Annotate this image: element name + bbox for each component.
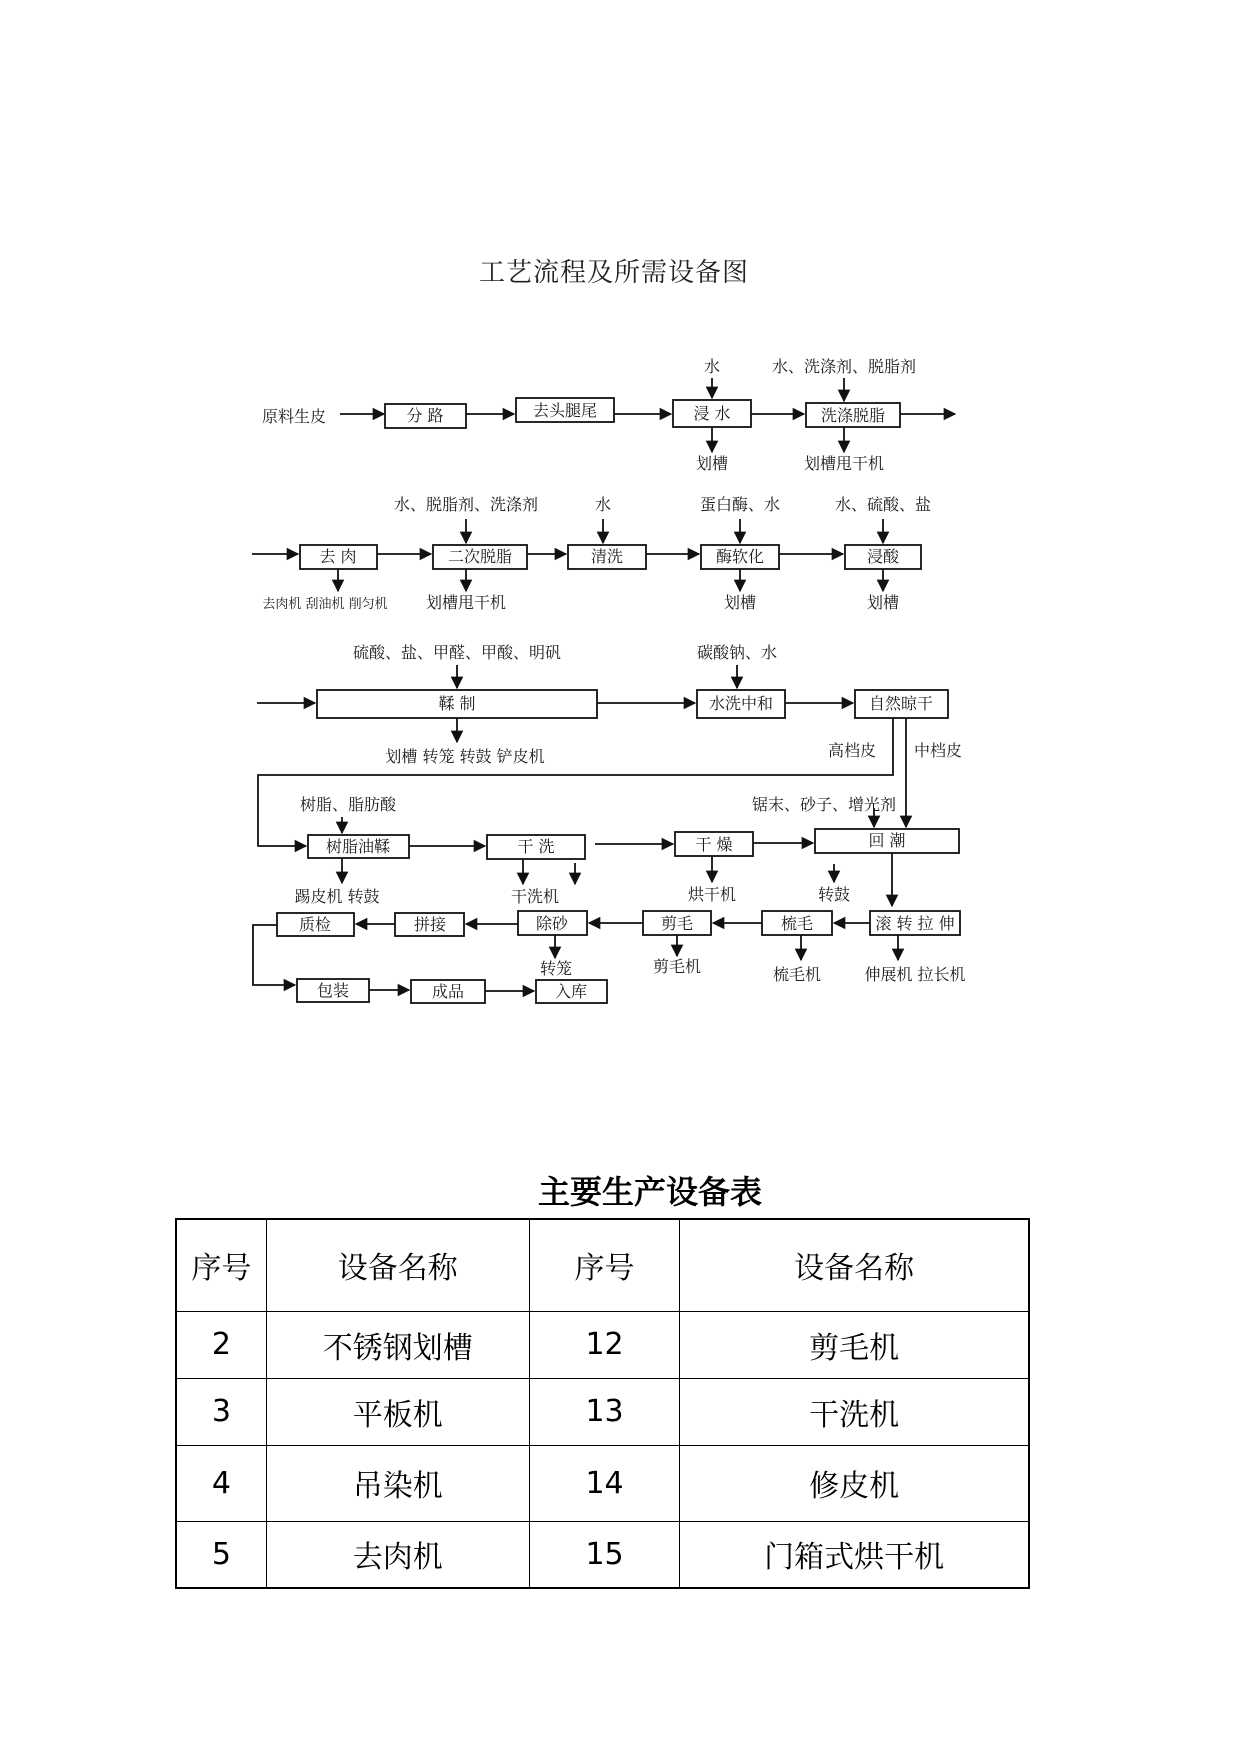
cell-name: 剪毛机 [680,1311,1029,1378]
equip-r5-b: 剪毛机 [652,957,702,976]
flow-diagram-title: 工艺流程及所需设备图 [478,258,749,288]
step-shumao: 梳毛 [780,914,814,933]
step-ganzao: 干 燥 [695,835,733,854]
table-row [176,1311,1029,1378]
table-title: 主要生产设备表 [537,1173,762,1211]
step-huichao: 回 潮 [868,831,906,850]
cell-index: 3 [176,1378,266,1445]
step-chusha: 除砂 [535,914,569,933]
step-pinjie: 拼接 [413,915,447,934]
step-erci: 二次脱脂 [447,547,513,566]
cell-name: 门箱式烘干机 [680,1521,1029,1588]
cell-name: 干洗机 [680,1378,1029,1445]
equipment-table [175,1218,1030,1589]
cell-index: 12 [529,1311,680,1378]
cell-name: 平板机 [266,1378,529,1445]
input-r2-c: 蛋白酶、水 [699,495,781,514]
cell-name: 吊染机 [266,1445,529,1521]
table-row [176,1445,1029,1521]
cell-index: 2 [176,1311,266,1378]
equip-r5-a: 转笼 [539,959,573,978]
input-r1-a: 水 [703,357,721,376]
cell-index: 5 [176,1521,266,1588]
input-r3-b: 碳酸钠、水 [696,643,778,662]
step-xidi: 洗涤脱脂 [820,406,886,425]
header-index-1: 序号 [176,1219,266,1311]
step-meiruanhua: 酶软化 [715,547,765,566]
step-ruku: 入库 [554,982,588,1001]
step-qutou: 去头腿尾 [532,401,598,420]
equip-r4-a: 踢皮机 转鼓 [294,887,380,906]
flow-arrow [253,925,295,985]
cell-name: 去肉机 [266,1521,529,1588]
cell-index: 13 [529,1378,680,1445]
equip-r5-d: 伸展机 拉长机 [864,965,966,984]
step-ziran: 自然晾干 [868,694,934,713]
table-row [176,1378,1029,1445]
input-r4-b: 锯末、砂子、增光剂 [751,795,897,814]
equip-r5-c: 梳毛机 [772,965,822,984]
equip-r2-d: 划槽 [866,593,900,612]
cell-index: 14 [529,1445,680,1521]
table-header-row [176,1219,1029,1311]
input-r2-a: 水、脱脂剂、洗涤剂 [393,495,539,514]
header-index-2: 序号 [529,1219,680,1311]
equip-r4-b: 干洗机 [510,887,560,906]
step-ganxi: 干 洗 [517,837,555,856]
step-chengpin: 成品 [431,982,465,1001]
step-fenlu: 分 路 [406,406,444,425]
step-shuixi: 水洗中和 [708,694,774,713]
input-r2-b: 水 [594,495,612,514]
step-baozhuang: 包装 [316,981,350,1000]
branch-zhongdang: 中档皮 [913,741,963,760]
cell-index: 15 [529,1521,680,1588]
step-jinshui: 浸 水 [693,404,731,423]
header-name-2: 设备名称 [680,1219,1029,1311]
flow-arrow [258,718,893,846]
header-name-1: 设备名称 [266,1219,529,1311]
step-zhijian: 质检 [298,915,332,934]
table-row [176,1521,1029,1588]
cell-name: 修皮机 [680,1445,1029,1521]
equip-r1-a: 划槽 [695,454,729,473]
input-r2-d: 水、硫酸、盐 [834,495,932,514]
label-start: 原料生皮 [262,407,327,426]
step-gunzhuan: 滚 转 拉 伸 [875,914,955,933]
equip-r2-b: 划槽甩干机 [425,593,507,612]
input-r3-a: 硫酸、盐、甲醛、甲酸、明矾 [352,643,562,662]
equip-r1-b: 划槽甩干机 [803,454,885,473]
input-r4-a: 树脂、脂肪酸 [299,795,397,814]
branch-gaodang: 高档皮 [827,741,877,760]
step-qurou: 去 肉 [319,547,357,566]
equip-r2-c: 划槽 [723,593,757,612]
equip-r3-a: 划槽 转笼 转鼓 铲皮机 [385,747,545,766]
equip-r4-d: 转鼓 [817,885,851,904]
step-rouzhi: 鞣 制 [438,694,476,713]
cell-name: 不锈钢划槽 [266,1311,529,1378]
equip-r2-a: 去肉机 刮油机 削匀机 [262,597,388,612]
input-r1-b: 水、洗涤剂、脱脂剂 [771,357,917,376]
cell-index: 4 [176,1445,266,1521]
step-qingxi: 清洗 [590,547,624,566]
step-jinsuan: 浸酸 [866,547,900,566]
equip-r4-c: 烘干机 [687,885,737,904]
step-shuzhi: 树脂油鞣 [325,837,391,856]
step-jianmao: 剪毛 [660,914,694,933]
